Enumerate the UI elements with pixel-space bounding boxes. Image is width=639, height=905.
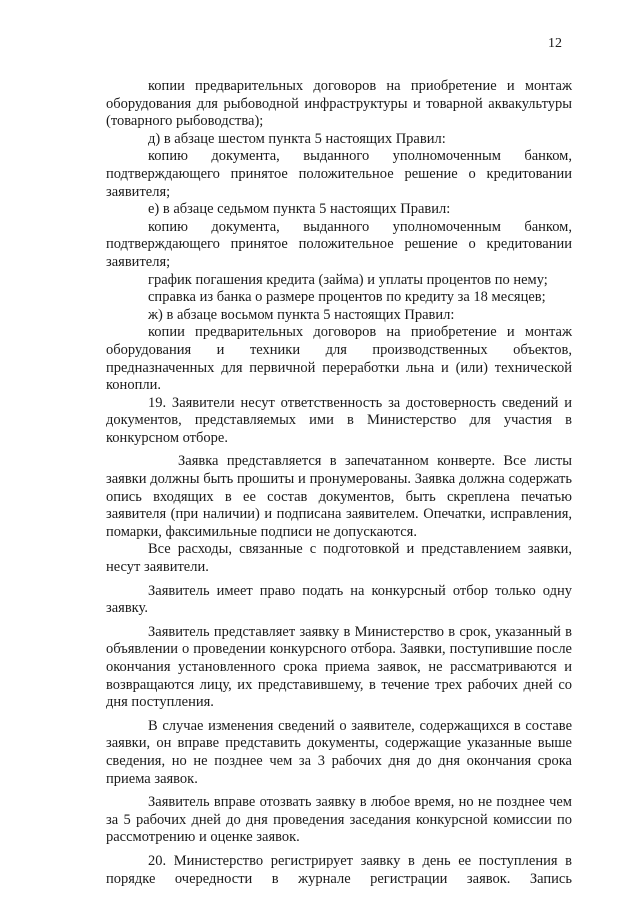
paragraph: копию документа, выданного уполномоченным банком, подтверждающего принятое положительное решение о кредитовании заявителя; [106, 218, 572, 270]
paragraph: Заявитель имеет право подать на конкурсный отбор только одну заявку. [106, 582, 572, 617]
paragraph: график погашения кредита (займа) и уплаты процентов по нему; [148, 271, 548, 288]
paragraph: д) в абзаце шестом пункта 5 настоящих Правил: [148, 130, 446, 147]
paragraph: В случае изменения сведений о заявителе, содержащихся в составе заявки, он вправе представить документы, содержащие указанные выше сведения, но не позднее чем за 3 рабочих дня до дня окончания срока приема заявок. [106, 717, 572, 787]
paragraph: Заявитель вправе отозвать заявку в любое время, но не позднее чем за 5 рабочих дней до дня проведения заседания конкурсной комиссии по рассмотрению и оценке заявок. [106, 794, 572, 846]
paragraph: ж) в абзаце восьмом пункта 5 настоящих Правил: [148, 306, 455, 323]
paragraph: 20. Министерство регистрирует заявку в день ее поступления в порядке очередности в журнале регистрации заявок. Запись [106, 852, 572, 887]
paragraph: копию документа, выданного уполномоченным банком, подтверждающего принятое положительное решение о кредитовании заявителя; [106, 148, 572, 200]
paragraph: справка из банка о размере процентов по кредиту за 18 месяцев; [148, 289, 546, 306]
paragraph: Все расходы, связанные с подготовкой и представлением заявки, несут заявители. [106, 541, 572, 576]
document-body [106, 78, 572, 888]
paragraph: Заявитель представляет заявку в Министерство в срок, указанный в объявлении о проведении конкурсного отбора. Заявки, поступившие после окончания установленного срока приема заявок, не рассматриваются и возвращаются лицу, их представившему, в течение трех рабочих дней со дня поступления. [106, 623, 572, 711]
page-number: 12 [548, 36, 562, 51]
paragraph: копии предварительных договоров на приобретение и монтаж оборудования и техники для производственных объектов, предназначенных для первичной переработки льна и (или) технической конопли. [106, 324, 572, 394]
paragraph: копии предварительных договоров на приобретение и монтаж оборудования для рыбоводной инфраструктуры и товарной аквакультуры (товарного рыбоводства); [106, 78, 572, 130]
paragraph: 19. Заявители несут ответственность за достоверность сведений и документов, представляемых ими в Министерство для участия в конкурсном отборе. [106, 394, 572, 446]
paragraph: Заявка представляется в запечатанном конверте. Все листы заявки должны быть прошиты и пронумерованы. Заявка должна содержать опись входящих в ее состав документов, быть скреплена печатью заявителя (при наличии) и подписана заявителем. Опечатки, исправления, помарки, факсимильные подписи не допускаются. [106, 453, 572, 540]
paragraph: е) в абзаце седьмом пункта 5 настоящих Правил: [148, 201, 451, 218]
